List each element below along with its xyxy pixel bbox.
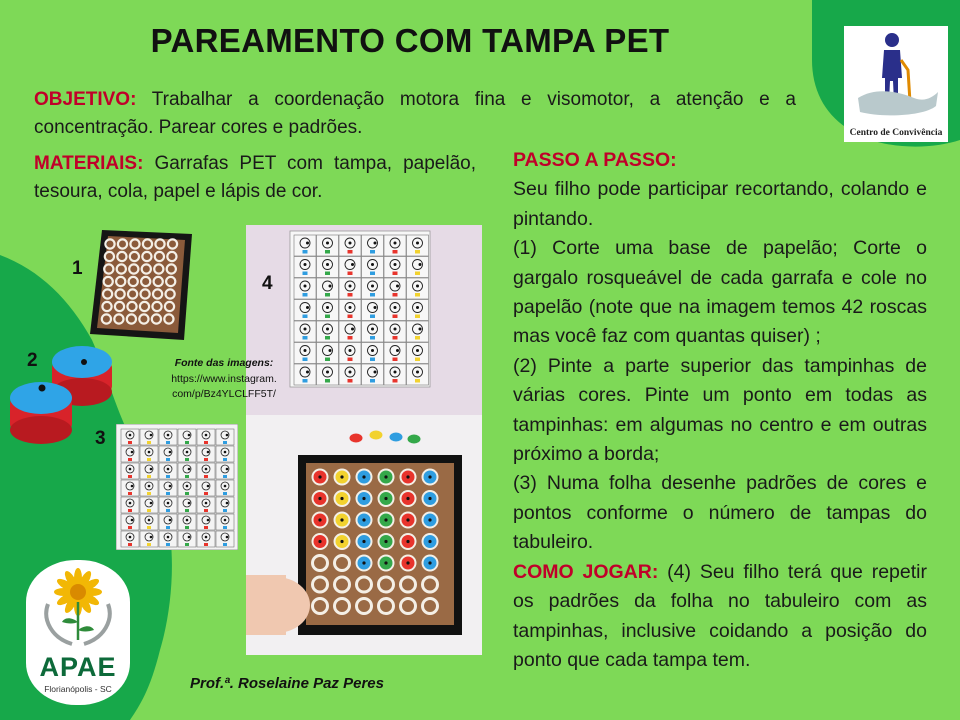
materials-text: Garrafas PET com tampa, papelão, tesoura, cola, papel e lápis de cor.: [34, 153, 476, 202]
flower-hands-icon: [26, 560, 130, 652]
centro-convivencia-logo: [844, 26, 948, 142]
apae-logo: [26, 560, 130, 705]
step-3: (3) Numa folha desenhe padrões de cores e pontos conforme o número de tampas do tabuleiro.: [513, 472, 927, 554]
author-credit: Prof.ª. Roselaine Paz Peres: [190, 675, 384, 692]
cap-bottom: [10, 382, 72, 444]
step-2: (2) Pinte a parte superior das tampinhas de várias cores. Pinte um ponto em todas as tampinhas: em algumas no centro e em outras próximo a borda;: [513, 354, 927, 466]
steps-label: PASSO A PASSO:: [513, 149, 677, 171]
apae-city: Florianópolis - SC: [44, 684, 112, 694]
image-number-4: 4: [262, 273, 273, 294]
apae-name: APAE: [39, 652, 117, 682]
image-number-2: 2: [27, 350, 38, 371]
source-title: Fonte das imagens:: [174, 357, 274, 369]
steps-section: [513, 146, 927, 675]
how-to-play-label: COMO JOGAR:: [513, 560, 659, 583]
source-url-line-2: com/p/Bz4YLCLFF5T/: [172, 388, 276, 400]
objective-text: Trabalhar a coordenação motora fina e visomotor, a atenção e a concentração. Parear cores e padrões.: [34, 89, 796, 138]
image-number-3: 3: [95, 428, 106, 449]
photo-board: [90, 230, 192, 340]
objective-label: OBJETIVO:: [34, 89, 137, 110]
how-to-play-text: (4) Seu filho terá que repetir os padrões da folha no tabuleiro com as tampinhas, inclusive coidando a posição do ponto que cada tampa tem.: [513, 560, 927, 671]
materials-paragraph: [34, 150, 476, 206]
steps-intro: Seu filho pode participar recortando, colando e pintando.: [513, 178, 927, 230]
image-number-1: 1: [72, 258, 83, 279]
photo-game-in-use: [246, 225, 482, 655]
materials-label: MATERIAIS:: [34, 153, 144, 174]
photo-caps: [8, 344, 124, 446]
page-title: PAREAMENTO COM TAMPA PET: [150, 22, 670, 59]
source-url-line-1: https://www.instagram.: [171, 372, 277, 385]
step-1: (1) Corte uma base de papelão; Corte o gargalo rosqueável de cada garrafa e cole no papelão (note que na imagem temos 42 roscas mas você faz com quantas quiser) ;: [513, 237, 927, 348]
photo-pattern-sheet: [116, 424, 238, 550]
logo-caption: Centro de Convivência: [849, 128, 943, 138]
objective-paragraph: [34, 86, 796, 142]
image-source: [150, 356, 298, 403]
elderly-person-icon: [844, 26, 948, 122]
